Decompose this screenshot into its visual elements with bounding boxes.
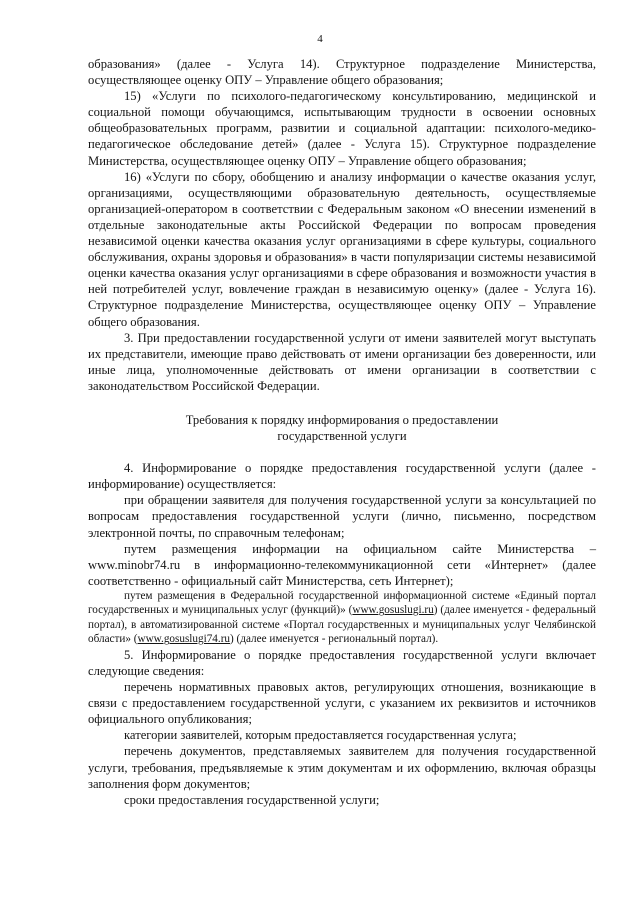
paragraph-continuation: образования» (далее - Услуга 14). Структурное подразделение Министерства, осуществляющее оценку ОПУ – Управление общего образования; bbox=[88, 57, 596, 88]
portal-text-a: путем размещения в Федеральной государственной информационной системе «Единый портал государственных и муниципальных услуг (функций)» ( bbox=[88, 589, 596, 617]
gosuslugi-link[interactable]: www.gosuslugi.ru bbox=[352, 604, 434, 617]
gosuslugi74-link[interactable]: www.gosuslugi74.ru bbox=[137, 633, 231, 646]
paragraph-service-16: 16) «Услуги по сбору, обобщению и анализу информации о качестве оказания услуг, организациями, осуществляющими образовательную деятельность, осуществляемые организацией-оператором в соответствии с Федеральным законом «О внесении изменений в отдельные законодательные акты Российской Федерации по вопросам проведения независимой оценки качества оказания услуг организациями в сфере культуры, социального обслуживания, охраны здоровья и образования» в части популяризации системы независимой оценки качества оказания услуг организациями в сфере образования и возможности участия в ней потребителей услуг, вовлечение граждан в независимую оценку» (далее - Услуга 16). Структурное подразделение Министерства, осуществляющее оценку ОПУ – Управление общего образования. bbox=[88, 169, 596, 329]
paragraph-5: 5. Информирование о порядке предоставления государственной услуги включает следующие сведения: bbox=[88, 647, 596, 678]
page-number: 4 bbox=[317, 33, 323, 45]
paragraph-5-item-3: перечень документов, представляемых заявителем для получения государственной услуги, требования, предъявляемые к этим документам и их оформлению, включая образцы заполнения форм документов; bbox=[88, 744, 596, 791]
portal-text-b: ) (далее именуется - федеральный портал), в автоматизированной системе «Портал государственных и муниципальных услуг Челябинской области» ( bbox=[88, 604, 596, 646]
paragraph-4-item-2: путем размещения информации на официальном сайте Министерства – www.minobr74.ru в информационно-телекоммуникационной сети «Интернет» (далее соответственно - официальный сайт Министерства, сеть Интернет); bbox=[88, 541, 596, 588]
portal-text-c: ) (далее именуется - региональный портал). bbox=[230, 633, 439, 646]
paragraph-3: 3. При предоставлении государственной услуги от имени заявителей могут выступать их представители, имеющие право действовать от имени организации без доверенности, или иные лица, уполномоченные действовать от имени организации в соответствии с законодательством Российской Федерации. bbox=[88, 330, 596, 393]
paragraph-5-item-2: категории заявителей, которым предоставляется государственная услуга; bbox=[124, 728, 517, 743]
paragraph-4: 4. Информирование о порядке предоставления государственной услуги (далее - информирование) осуществляется: bbox=[88, 461, 596, 492]
paragraph-4-item-3 bbox=[88, 589, 596, 647]
section-heading: Требования к порядку информирования о предоставлении государственной услуги bbox=[185, 412, 499, 444]
paragraph-4-item-1: при обращении заявителя для получения государственной услуги за консультацией по вопросам предоставления государственной услуги (лично, письменно, посредством электронной почты, по справочным телефонам; bbox=[88, 493, 596, 540]
paragraph-service-15: 15) «Услуги по психолого-педагогическому консультированию, медицинской и социальной помощи обучающимся, испытывающим трудности в освоении основных общеобразовательных программ, развитии и социальной адаптации: психолого-медико-педагогическое обследование детей» (далее - Услуга 15). Структурное подразделение Министерства, осуществляющее оценку ОПУ – Управление общего образования; bbox=[88, 89, 596, 168]
document-body bbox=[88, 56, 596, 808]
paragraph-5-item-1: перечень нормативных правовых актов, регулирующих отношения, возникающие в связи с предоставлением государственной услуги, с указанием их реквизитов и источников официального опубликования; bbox=[88, 680, 596, 727]
paragraph-5-item-4: сроки предоставления государственной услуги; bbox=[124, 792, 380, 807]
